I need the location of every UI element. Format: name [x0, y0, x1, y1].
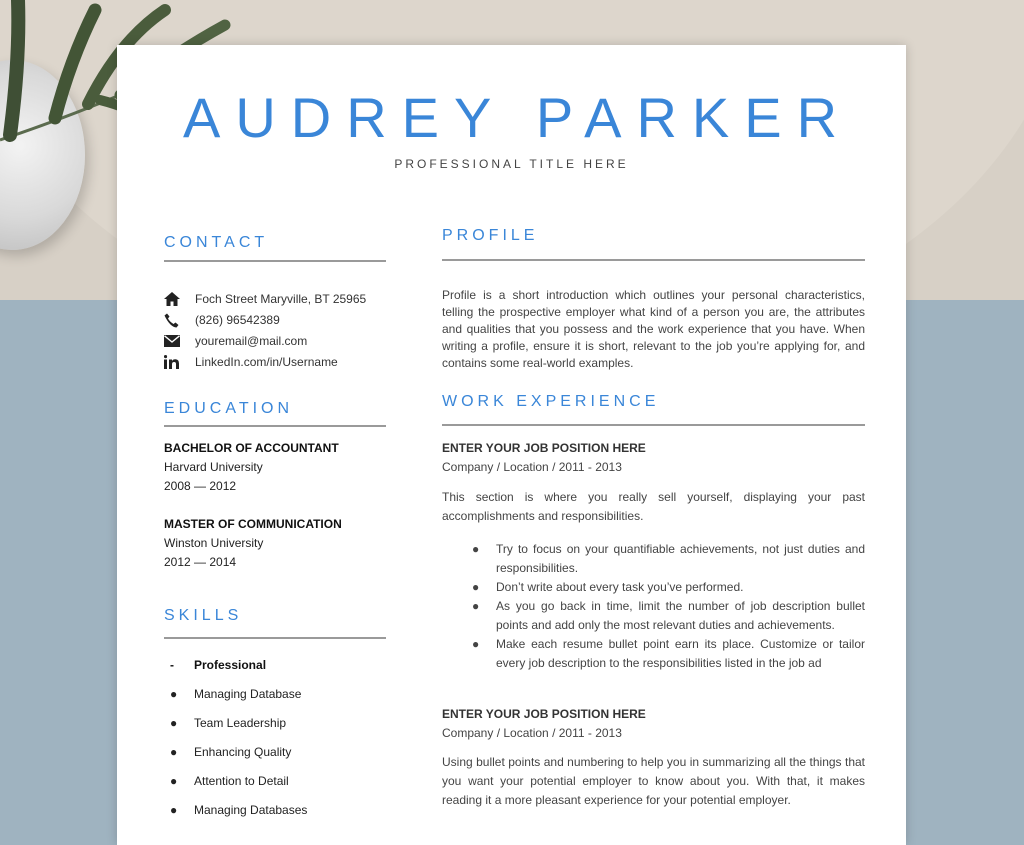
education-school-1: Harvard University: [164, 460, 263, 474]
job-position-2: ENTER YOUR JOB POSITION HERE: [442, 707, 646, 721]
job-bullet: ● Don’t write about every task you’ve performed.: [472, 580, 744, 594]
job-bullet: ● As you go back in time, limit the number of job description bullet points and add only the most relevant duties and achievements.: [472, 599, 865, 632]
education-divider: [164, 425, 386, 427]
skill-item: ● Enhancing Quality: [170, 745, 292, 759]
skill-item: ● Team Leadership: [170, 716, 287, 730]
education-degree-2: MASTER OF COMMUNICATION: [164, 517, 342, 531]
linkedin-icon: [164, 354, 186, 370]
contact-linkedin: LinkedIn.com/in/Username: [164, 352, 338, 372]
skill-item: ● Managing Databases: [170, 803, 308, 817]
contact-divider: [164, 260, 386, 262]
profile-heading: PROFILE: [442, 227, 539, 244]
skills-heading: SKILLS: [164, 607, 243, 624]
skill-group-professional: - Professional: [170, 658, 267, 672]
contact-address: Foch Street Maryville, BT 25965: [164, 289, 366, 309]
work-heading: WORK EXPERIENCE: [442, 393, 660, 410]
home-icon: [164, 291, 186, 307]
job-meta-1: Company / Location / 2011 - 2013: [442, 460, 622, 474]
job-summary-2: Using bullet points and numbering to help you in summarizing all the things that you want your potential employer to know about you. With that, it makes reading it a more pleasant experience for your potential employer.: [442, 755, 865, 807]
profile-divider: [442, 259, 865, 261]
envelope-icon: [164, 333, 186, 349]
education-degree-1: BACHELOR OF ACCOUNTANT: [164, 441, 339, 455]
contact-heading: CONTACT: [164, 234, 269, 251]
profile-text: Profile is a short introduction which outlines your personal characteristics, telling the prospective employer what kind of a person you are, the attributes and qualities that you possess and the work experience that you have. When writing a profile, ensure it is short, relevant to the job you’re applying for, and contains some real-world examples.: [442, 288, 865, 370]
resume-page: [117, 45, 906, 845]
resume-name: AUDREY PARKER: [182, 86, 853, 149]
skill-item: ● Managing Database: [170, 687, 302, 701]
education-school-2: Winston University: [164, 536, 264, 550]
contact-email: youremail@mail.com: [164, 331, 307, 351]
phone-icon: [164, 312, 186, 328]
job-position-1: ENTER YOUR JOB POSITION HERE: [442, 441, 646, 455]
skills-divider: [164, 637, 386, 639]
contact-phone: (826) 96542389: [164, 310, 280, 330]
professional-title: PROFESSIONAL TITLE HERE: [394, 157, 629, 171]
job-meta-2: Company / Location / 2011 - 2013: [442, 726, 622, 740]
job-bullets-1: [442, 540, 865, 673]
education-heading: EDUCATION: [164, 400, 294, 417]
work-divider: [442, 424, 865, 426]
job-summary-1: This section is where you really sell yourself, displaying your past accomplishments and responsibilities.: [442, 490, 865, 523]
skill-item: ● Attention to Detail: [170, 774, 289, 788]
education-years-2: 2012 — 2014: [164, 555, 237, 569]
job-bullet: ● Try to focus on your quantifiable achievements, not just duties and responsibilities.: [472, 542, 865, 575]
education-years-1: 2008 — 2012: [164, 479, 237, 493]
job-bullet: ● Make each resume bullet point earn its place. Customize or tailor every job description to the responsibilities listed in the job ad: [472, 637, 865, 670]
